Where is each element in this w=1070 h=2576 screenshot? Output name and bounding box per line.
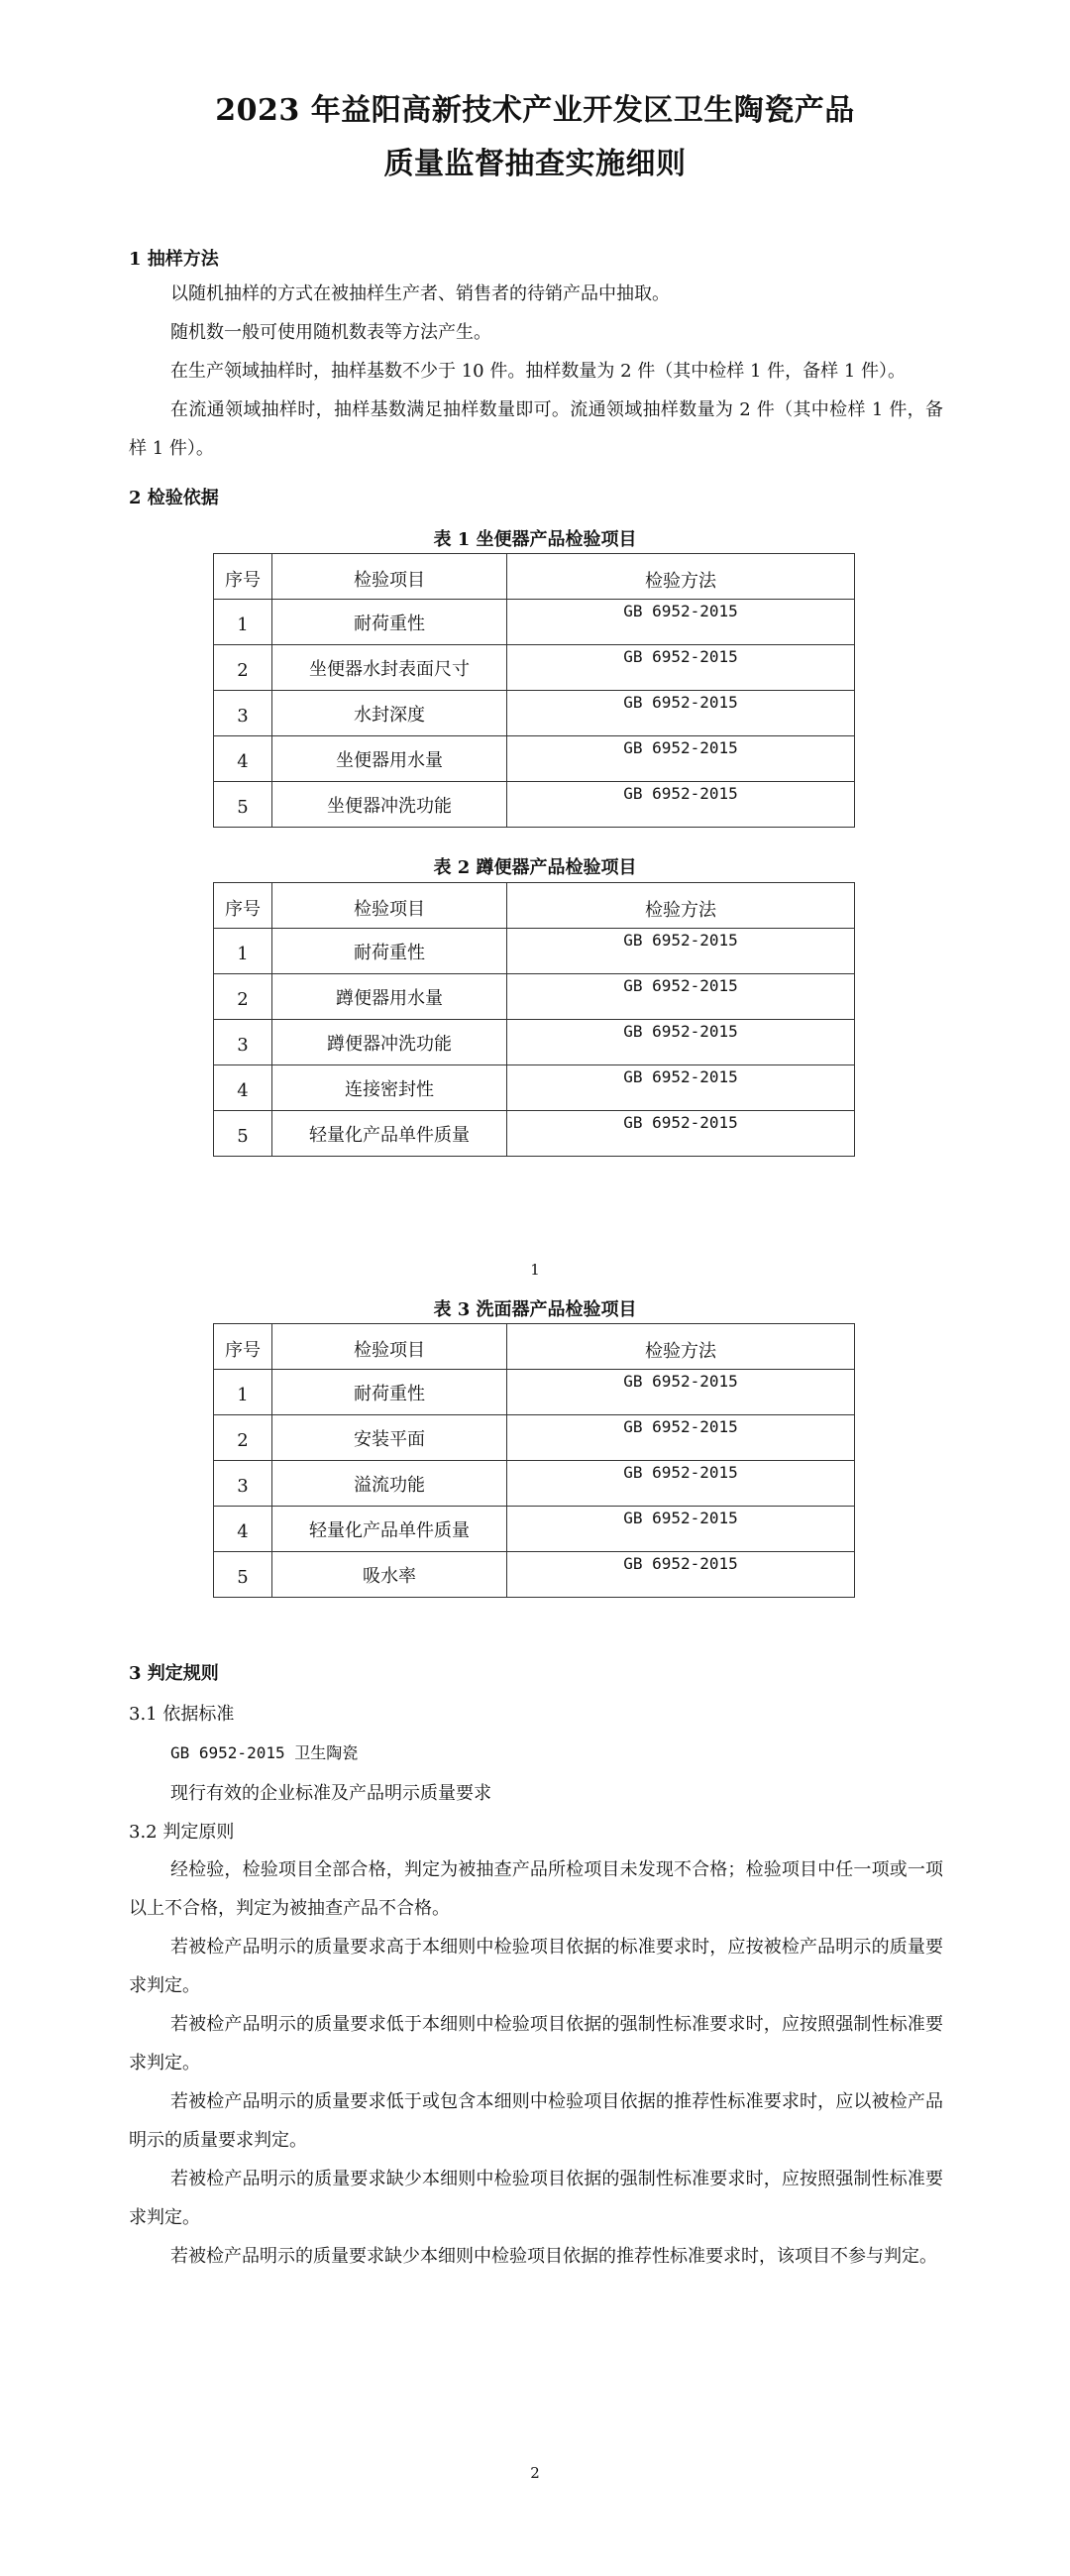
table-row: [214, 929, 855, 974]
section1-paragraph-4: 在流通领域抽样时，抽样基数满足抽样数量即可。流通领域抽样数量为 2 件（其中检样 1 件，备样 1 件）。: [129, 399, 943, 459]
table2: [213, 882, 855, 1157]
table3-cell-no: 3: [214, 1461, 272, 1507]
table-row: [214, 600, 855, 645]
section3-paragraph-1: 经检验，检验项目全部合格，判定为被抽查产品所检项目未发现不合格；检验项目中任一项或一项以上不合格，判定为被抽查产品不合格。: [129, 1859, 943, 1919]
table3-cell-method: GB 6952-2015: [507, 1552, 855, 1598]
table1-cell-no: 3: [214, 691, 272, 736]
section1-paragraph-1: 以随机抽样的方式在被抽样生产者、销售者的待销产品中抽取。: [170, 283, 670, 304]
table2-header-item: 检验项目: [272, 883, 507, 929]
table-row: [214, 1370, 855, 1415]
table3-header-row: [214, 1324, 855, 1370]
table1-cell-method: GB 6952-2015: [507, 736, 855, 782]
page-number-2: 2: [530, 2464, 540, 2482]
table2-cell-method: GB 6952-2015: [507, 1020, 855, 1065]
table3-cell-method: GB 6952-2015: [507, 1461, 855, 1507]
table2-cell-item: 蹲便器用水量: [272, 974, 507, 1020]
table-row: [214, 645, 855, 691]
table2-cell-method: GB 6952-2015: [507, 1111, 855, 1157]
table-row: [214, 1415, 855, 1461]
table2-cell-no: 2: [214, 974, 272, 1020]
table1-cell-no: 5: [214, 782, 272, 828]
table3-cell-no: 1: [214, 1370, 272, 1415]
table-row: [214, 691, 855, 736]
table2-cell-item: 连接密封性: [272, 1065, 507, 1111]
table2-cell-item: 蹲便器冲洗功能: [272, 1020, 507, 1065]
table2-cell-no: 5: [214, 1111, 272, 1157]
section3-paragraph-4: 若被检产品明示的质量要求低于或包含本细则中检验项目依据的推荐性标准要求时，应以被检产品明示的质量要求判定。: [129, 2091, 943, 2151]
table1-caption: 表 1 坐便器产品检验项目: [433, 529, 637, 550]
section3-paragraph-3: 若被检产品明示的质量要求低于本细则中检验项目依据的强制性标准要求时，应按照强制性标准要求判定。: [129, 2014, 943, 2073]
table-row: [214, 974, 855, 1020]
section3-subheading-2: 3.2 判定原则: [129, 1822, 235, 1843]
table2-header-row: [214, 883, 855, 929]
section3-paragraph-5: 若被检产品明示的质量要求缺少本细则中检验项目依据的强制性标准要求时，应按照强制性标准要求判定。: [129, 2169, 943, 2228]
document-title-line1: 2023 年益阳高新技术产业开发区卫生陶瓷产品: [215, 93, 855, 128]
standard-item-1: GB 6952-2015 卫生陶瓷: [170, 1743, 359, 1762]
page-number-1: 1: [530, 1261, 540, 1279]
table3-header-method: 检验方法: [507, 1324, 855, 1370]
table1-cell-method: GB 6952-2015: [507, 645, 855, 691]
table3-cell-item: 吸水率: [272, 1552, 507, 1598]
table3-cell-item: 溢流功能: [272, 1461, 507, 1507]
table1-cell-item: 耐荷重性: [272, 600, 507, 645]
standard-item-2: 现行有效的企业标准及产品明示质量要求: [170, 1783, 491, 1804]
table3: [213, 1323, 855, 1598]
table1-cell-item: 坐便器水封表面尺寸: [272, 645, 507, 691]
table1-cell-no: 1: [214, 600, 272, 645]
table2-caption: 表 2 蹲便器产品检验项目: [433, 857, 637, 878]
table-row: [214, 736, 855, 782]
table-row: [214, 1065, 855, 1111]
table2-cell-method: GB 6952-2015: [507, 1065, 855, 1111]
table3-caption: 表 3 洗面器产品检验项目: [433, 1299, 637, 1320]
table2-cell-method: GB 6952-2015: [507, 974, 855, 1020]
table-row: [214, 1020, 855, 1065]
table1-cell-no: 2: [214, 645, 272, 691]
section1-heading: 1 抽样方法: [129, 249, 219, 270]
table3-cell-method: GB 6952-2015: [507, 1507, 855, 1552]
table1-cell-method: GB 6952-2015: [507, 691, 855, 736]
table3-cell-method: GB 6952-2015: [507, 1415, 855, 1461]
section1-paragraph-3: 在生产领域抽样时，抽样基数不少于 10 件。抽样数量为 2 件（其中检样 1 件，备样 1 件）。: [170, 361, 907, 382]
table-row: [214, 782, 855, 828]
table2-cell-no: 4: [214, 1065, 272, 1111]
table3-cell-no: 4: [214, 1507, 272, 1552]
table-row: [214, 1552, 855, 1598]
table2-cell-item: 耐荷重性: [272, 929, 507, 974]
table1-cell-method: GB 6952-2015: [507, 600, 855, 645]
table3-cell-item: 轻量化产品单件质量: [272, 1507, 507, 1552]
table1-header-method: 检验方法: [507, 554, 855, 600]
table1-cell-item: 水封深度: [272, 691, 507, 736]
table2-cell-no: 1: [214, 929, 272, 974]
table2-cell-method: GB 6952-2015: [507, 929, 855, 974]
document-title-line2: 质量监督抽查实施细则: [383, 147, 687, 181]
table2-header-method: 检验方法: [507, 883, 855, 929]
table1-cell-item: 坐便器冲洗功能: [272, 782, 507, 828]
table1-cell-no: 4: [214, 736, 272, 782]
table1-header-no: 序号: [214, 554, 272, 600]
table2-cell-no: 3: [214, 1020, 272, 1065]
table1-cell-item: 坐便器用水量: [272, 736, 507, 782]
section3-paragraph-2: 若被检产品明示的质量要求高于本细则中检验项目依据的标准要求时，应按被检产品明示的质量要求判定。: [129, 1937, 943, 1996]
table1-cell-method: GB 6952-2015: [507, 782, 855, 828]
table2-header-no: 序号: [214, 883, 272, 929]
table3-cell-no: 5: [214, 1552, 272, 1598]
table1: [213, 553, 855, 828]
section3-heading: 3 判定规则: [129, 1663, 219, 1684]
table2-cell-item: 轻量化产品单件质量: [272, 1111, 507, 1157]
table1-header-item: 检验项目: [272, 554, 507, 600]
table1-header-row: [214, 554, 855, 600]
section3-paragraph-6: 若被检产品明示的质量要求缺少本细则中检验项目依据的推荐性标准要求时，该项目不参与判定。: [170, 2246, 937, 2267]
section1-paragraph-2: 随机数一般可使用随机数表等方法产生。: [170, 322, 491, 343]
table-row: [214, 1507, 855, 1552]
section2-heading: 2 检验依据: [129, 488, 219, 508]
table3-cell-item: 耐荷重性: [272, 1370, 507, 1415]
section3-subheading-1: 3.1 依据标准: [129, 1704, 235, 1725]
table3-cell-method: GB 6952-2015: [507, 1370, 855, 1415]
table3-header-item: 检验项目: [272, 1324, 507, 1370]
table-row: [214, 1111, 855, 1157]
table3-cell-no: 2: [214, 1415, 272, 1461]
table-row: [214, 1461, 855, 1507]
table3-cell-item: 安装平面: [272, 1415, 507, 1461]
table3-header-no: 序号: [214, 1324, 272, 1370]
